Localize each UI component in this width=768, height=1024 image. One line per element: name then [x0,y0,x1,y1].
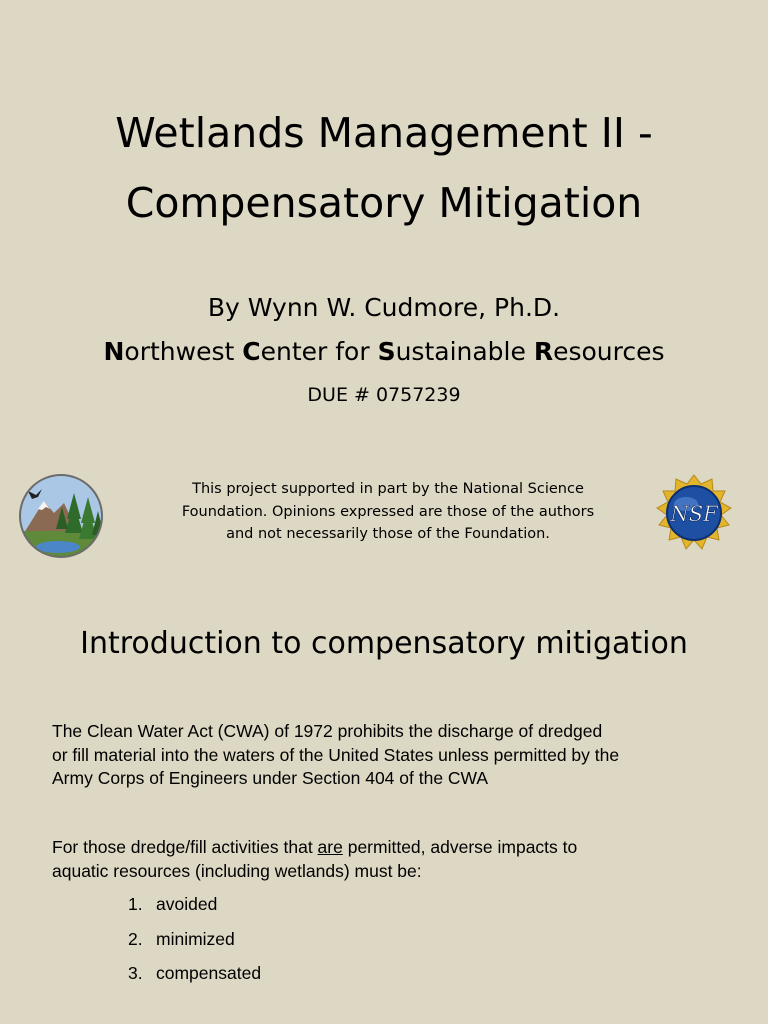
nsf-support-statement [150,478,626,546]
author-block [0,286,768,374]
support-line: Foundation. Opinions expressed are those of the authors [181,503,595,520]
org-initial: R [533,337,554,366]
org-initial: N [103,337,125,366]
org-word: enter for [260,337,378,366]
paragraph-line: or fill material into the waters of the United States unless permitted by the [52,744,620,765]
title-line: Compensatory Mitigation [125,179,643,227]
support-line: and not necessarily those of the Foundation. [226,526,550,542]
nsf-logo-text: NSF [670,502,718,526]
author-name: By Wynn W. Cudmore, Ph.D. [207,293,561,322]
text-segment: permitted, adverse impacts to [342,837,578,857]
ncsr-landscape-logo [18,473,104,559]
org-initial: S [377,337,396,366]
text-segment: For those dredge/fill activities that [52,837,318,857]
permitted-paragraph [52,836,732,883]
underlined-word: are [317,837,343,857]
mitigation-steps-list [128,894,261,998]
content-slide [0,590,768,1024]
nsf-logo [652,474,736,558]
org-word: ustainable [395,337,534,366]
cwa-paragraph [52,720,732,791]
list-item [128,963,261,998]
list-text: avoided [156,894,218,914]
paragraph-line [52,836,732,860]
paragraph-line: Army Corps of Engineers under Section 404 of the CWA [52,768,489,788]
list-item [128,929,261,964]
list-number: 2. [128,928,143,949]
org-word: esources [553,337,665,366]
list-number: 1. [128,894,143,914]
organization-name [0,330,768,374]
paragraph-line: The Clean Water Act (CWA) of 1972 prohibits the discharge of dredged [52,721,603,741]
org-initial: C [242,337,261,366]
grant-number: DUE # 0757239 [307,384,461,406]
support-line: This project supported in part by the National Science [192,481,584,497]
title-line: Wetlands Management II - [115,109,653,157]
org-word: orthwest [124,337,243,366]
slide-heading: Introduction to compensatory mitigation [80,626,688,661]
list-item [128,894,261,929]
slide-title [0,98,768,238]
list-text: compensated [156,963,262,983]
list-number: 3. [128,963,143,983]
paragraph-line: aquatic resources (including wetlands) must be: [52,860,422,881]
list-text: minimized [156,928,235,949]
